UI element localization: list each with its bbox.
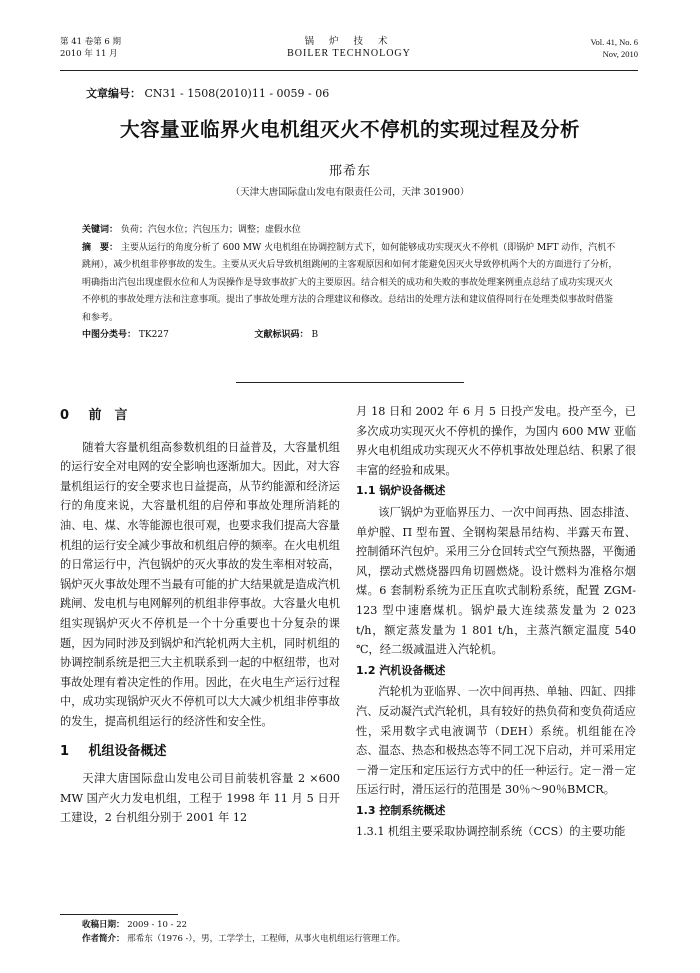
abstract-label: 摘 要： xyxy=(82,242,119,253)
header-rule xyxy=(60,70,638,71)
clc-value: TK227 xyxy=(138,330,169,340)
received-value: 2009 - 10 - 22 xyxy=(127,920,188,930)
doc-code-label: 文献标识码： xyxy=(254,330,309,340)
abstract-text: 主要从运行的角度分析了 600 MW 火电机组在协调控制方式下，如何能够成功实现灭火不停机（即锅炉 MFT 动作，汽机不跳闸），减少机组非停事故的发生。主要从灭火后导致机组跳闸的主客观原因和如何才能避免因灭火导致停机两个大的方面进行了分析，明确指出汽包出现虚假水位和人为误操作是导致事故扩大的主要原因。结合相关的成功和失败的事故处理案例重点总结了成功实现灭火不停机的事故处理方法和注意事项。提出了事故处理方法的合理建议和修改。总结出的处理方法和建议值得同行在处理类似事故时借鉴和参考。 xyxy=(82,242,618,323)
section-0-heading xyxy=(60,406,340,426)
section-1-2-paragraph: 汽轮机为亚临界、一次中间再热、单轴、四缸、四排汽、反动凝汽式汽轮机，具有较好的热负荷和变负荷适应性，采用数字式电液调节（DEH）系统。机组能在冷态、温态、热态和极热态等不同工况下启动，并可采用定－滑－定压和定压运行方式中的任一种运行。定－滑－定压运行时，滑压运行的范围是 30％～90％BMCR。 xyxy=(356,685,636,797)
section-1-number: 1 xyxy=(60,743,70,759)
section-0-paragraph: 随着大容量机组高参数机组的日益普及，大容量机组的运行安全对电网的安全影响也逐渐加大。因此，对大容量机组运行的安全要求也日益提高，从节约能源和经济运行的角度来说，大容量机组的启停和事故处理所消耗的油、电、煤、水等能源也很可观，也要求我们提高大容量机组的运行安全减少事故和机组启停的频率。在火电机组的日常运行中，汽包锅炉的灭火事故的发生率相对较高，锅炉灭火事故处理不当最有可能的扩大结果就是造成汽机跳闸、发电机与电网解列的机组非停事故。大容量火电机组实现锅炉灭火不停机是一个十分重要也十分复杂的课题，因为同时涉及到锅炉和汽轮机两大主机，同时机组的协调控制系统是把三大主机联系到一起的中枢纽带，也对事故处理有着决定性的作用。因此，在火电生产运行过程中，成功实现锅炉灭火不停机可以大大减少机组非停事故的发生，提高机组运行的经济性和安全性。 xyxy=(60,440,340,728)
footnote-rule xyxy=(60,914,178,915)
running-header xyxy=(60,36,638,68)
doc-code-value: B xyxy=(311,330,319,340)
header-volume-cn: 第 41 卷第 6 期 xyxy=(60,37,122,47)
section-divider xyxy=(236,382,464,383)
author-bio xyxy=(82,932,405,946)
section-1-heading xyxy=(60,742,340,762)
section-1-3-heading: 1.3 控制系统概述 xyxy=(356,803,446,817)
header-center xyxy=(60,36,638,60)
header-date-en: Nov, 2010 xyxy=(602,49,638,59)
article-number-value: CN31 - 1508(2010)11 - 0059 - 06 xyxy=(144,87,330,100)
abstract xyxy=(82,240,620,328)
affiliation: （天津大唐国际盘山发电有限责任公司，天津 301900） xyxy=(230,187,470,198)
section-1-2-heading: 1.2 汽机设备概述 xyxy=(356,663,446,677)
received-label: 收稿日期： xyxy=(82,920,125,930)
footnote xyxy=(82,918,405,946)
header-right xyxy=(590,36,638,60)
keywords-value: 负荷；汽包水位；汽包压力；调整；虚假水位 xyxy=(120,225,301,235)
front-matter xyxy=(82,222,620,345)
journal-name-cn: 锅 炉 技 术 xyxy=(304,36,394,47)
section-1-title: 机组设备概述 xyxy=(88,743,167,759)
author-name: 邢希东 xyxy=(328,164,371,179)
keywords-label: 关键词： xyxy=(82,225,119,235)
paper-title: 大容量亚临界火电机组灭火不停机的实现过程及分析 xyxy=(119,118,580,141)
left-column xyxy=(60,402,340,828)
author-bio-label: 作者简介： xyxy=(82,934,125,944)
right-column xyxy=(356,402,636,842)
classification xyxy=(82,327,620,345)
received-date xyxy=(82,918,405,932)
journal-name-en: BOILER TECHNOLOGY xyxy=(287,48,411,59)
section-1-paragraph: 天津大唐国际盘山发电公司目前装机容量 2 ×600 MW 国产火力发电机组，工程于 1998 年 11 月 5 日开工建设，2 台机组分别于 2001 年 12 xyxy=(60,772,340,825)
clc-label: 中图分类号： xyxy=(82,330,137,340)
section-1-3-paragraph: 1.3.1 机组主要采取协调控制系统（CCS）的主要功能 xyxy=(356,825,626,839)
header-date-cn: 2010 年 11 月 xyxy=(60,49,118,59)
section-1-paragraph-continued: 月 18 日和 2002 年 6 月 5 日投产发电。投产至今，已多次成功实现灭火不停机的操作，为国内 600 MW 亚临界火电机组成功实现灭火不停机事故处理总结、积累了很丰富的经验和成果。 xyxy=(356,405,636,477)
author-bio-value: 邢希东（1976 -），男，工学学士，工程师，从事火电机组运行管理工作。 xyxy=(127,934,406,944)
keywords xyxy=(82,222,620,240)
section-0-title: 前 言 xyxy=(88,408,128,423)
article-number xyxy=(86,85,329,101)
section-1-1-paragraph: 该厂锅炉为亚临界压力、一次中间再热、固态排渣、单炉膛、Π 型布置、全钢构架悬吊结构、半露天布置、控制循环汽包炉。采用三分仓回转式空气预热器，平衡通风，摆动式燃烧器四角切圆燃烧。设计燃料为准格尔烟煤。6 套制粉系统为正压直吹式制粉系统，配置 ZGM-123 型中速磨煤机。锅炉最大连续蒸发量为 2 023 t/h，额定蒸发量为 1 801 t/h，主蒸汽额定温度 540 ℃，经二级减温进入汽轮机。 xyxy=(356,505,636,657)
article-number-label: 文章编号： xyxy=(86,87,141,100)
section-1-1-heading: 1.1 锅炉设备概述 xyxy=(356,484,446,498)
section-0-number: 0 xyxy=(60,408,70,423)
header-volume-en: Vol. 41, No. 6 xyxy=(590,37,638,47)
